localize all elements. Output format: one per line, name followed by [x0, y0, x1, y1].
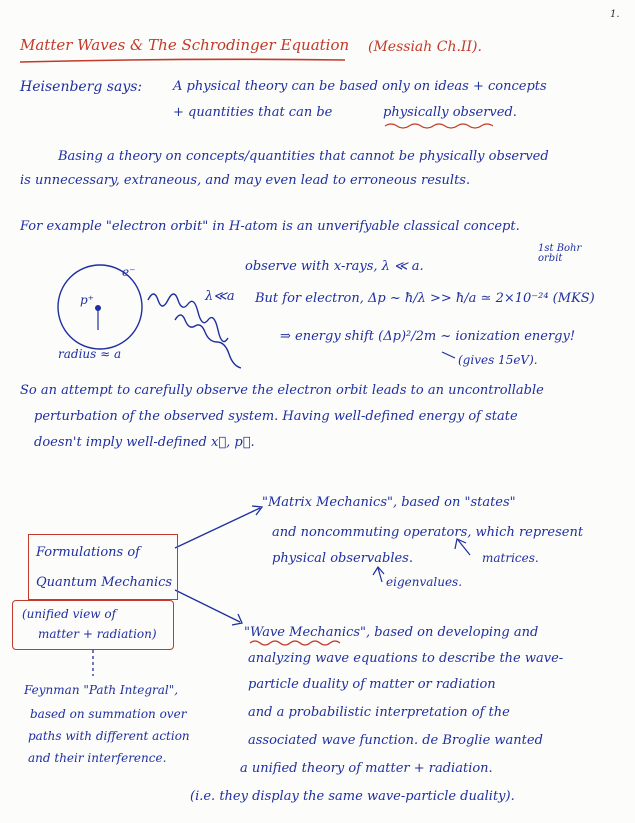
- feynman-line-1: Feynman "Path Integral",: [24, 683, 179, 697]
- heisenberg-line-1: A physical theory can be based only on ideas + concepts: [173, 79, 547, 94]
- arrow-to-wave: [175, 590, 240, 622]
- attempt-line-3: doesn't imply well-defined x⃗, p⃗.: [34, 435, 255, 450]
- example-line: For example "electron orbit" in H-atom is an unverifyable classical concept.: [20, 219, 520, 234]
- heisenberg-emphasis: physically observed.: [383, 105, 517, 120]
- attempt-line-2: perturbation of the observed system. Having well-defined energy of state: [34, 409, 518, 424]
- matrix-line-3: physical observables.: [272, 551, 413, 566]
- matrix-line-2: and noncommuting operators, which represent: [272, 525, 584, 540]
- matrix-line-1: "Matrix Mechanics", based on "states": [262, 495, 516, 510]
- wave-line-2: analyzing wave equations to describe the wave-: [248, 651, 564, 666]
- observe-line-2: But for electron, Δp ~ ħ/λ >> ħ/a ≃ 2×10⁻²⁴ (MKS): [255, 291, 595, 306]
- matrices-note: matrices.: [482, 551, 539, 565]
- wave-line-5: associated wave function. de Broglie wanted: [248, 733, 543, 748]
- attempt-line-1: So an attempt to carefully observe the electron orbit leads to an uncontrollable: [20, 383, 544, 398]
- page-number: 1.: [610, 9, 620, 20]
- wave-line-7: (i.e. they display the same wave-particle duality).: [190, 789, 515, 804]
- wave-mechanics-squiggle: [250, 641, 340, 645]
- arrow-to-matrix: [175, 508, 260, 548]
- unified-line-1: (unified view of: [22, 607, 117, 621]
- eigenvalues-note: eigenvalues.: [386, 575, 463, 589]
- formulations-line-1: Formulations of: [36, 545, 140, 560]
- observe-line-3: ⇒ energy shift (Δp)²/2m ~ ionization energy!: [280, 329, 576, 344]
- xray-wave-2: [175, 315, 241, 368]
- feynman-line-3: paths with different action: [28, 729, 190, 743]
- basing-line-2: is unnecessary, extraneous, and may even lead to erroneous results.: [20, 173, 471, 188]
- physically-observed-squiggle: [385, 124, 493, 128]
- feynman-line-2: based on summation over: [30, 707, 187, 721]
- heisenberg-line-2: + quantities that can be: [173, 105, 333, 120]
- wave-line-4: and a probabilistic interpretation of the: [248, 705, 510, 720]
- proton-label: p⁺: [80, 293, 95, 307]
- basing-line-1: Basing a theory on concepts/quantities that cannot be physically observed: [58, 149, 549, 164]
- feynman-line-4: and their interference.: [28, 751, 167, 765]
- title-underline: [20, 59, 345, 62]
- page-title: Matter Waves & The Schrodinger Equation: [20, 36, 350, 54]
- radius-label: radius ≈ a: [58, 347, 122, 361]
- title-reference: (Messiah Ch.II).: [368, 39, 482, 55]
- electron-label: e⁻: [122, 265, 136, 279]
- bohr-orbit-note: 1st Bohr orbit: [538, 243, 582, 264]
- formulations-line-2: Quantum Mechanics: [36, 575, 173, 590]
- wave-line-6: a unified theory of matter + radiation.: [240, 761, 493, 776]
- observe-line-1: observe with x-rays, λ ≪ a.: [245, 259, 424, 274]
- gives-arrow: [442, 352, 455, 358]
- heisenberg-label: Heisenberg says:: [20, 79, 143, 95]
- unified-line-2: matter + radiation): [38, 627, 157, 641]
- formulations-box: [28, 534, 178, 600]
- wave-line-3: particle duality of matter or radiation: [248, 677, 496, 692]
- wave-line-1: "Wave Mechanics", based on developing and: [244, 625, 539, 640]
- wavelength-label: λ≪a: [205, 289, 235, 304]
- gives-note: (gives 15eV).: [458, 353, 538, 367]
